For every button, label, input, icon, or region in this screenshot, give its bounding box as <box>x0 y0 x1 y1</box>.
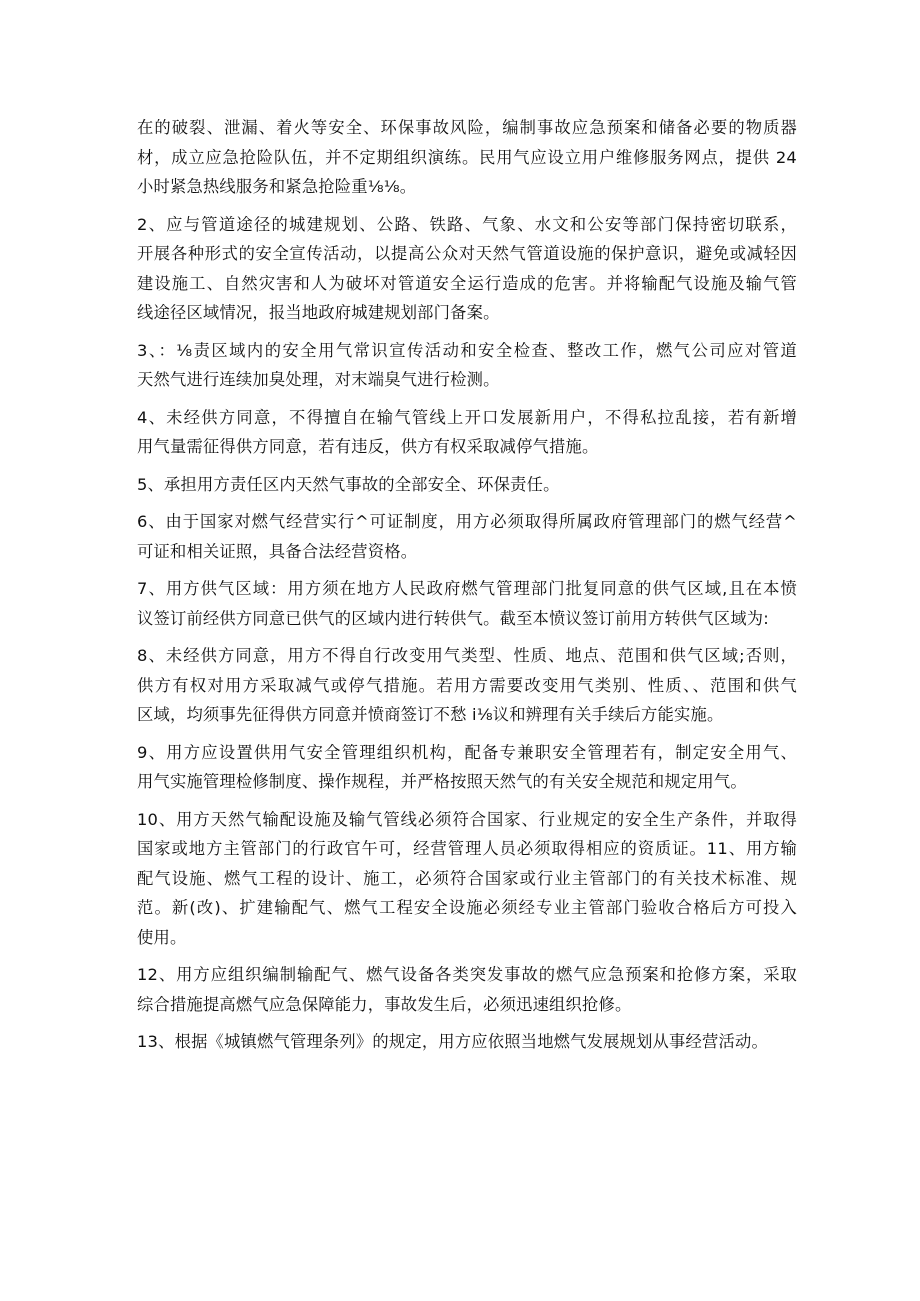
text-line: 9、用方应设置供用气安全管理组织机构，配备专兼职安全管理若有，制定安全用气、 <box>137 742 797 762</box>
text-line: 6、由于国家对燃气经营实行^可证制度，用方必须取得所属政府管理部门的燃气经营^ <box>137 512 797 531</box>
text-line: 配气设施、燃气工程的设计、施工，必须符合国家或行业主管部门的有关技术标准、规 <box>137 868 797 888</box>
text-line: 8、未经供方同意，用方不得自行改变用气类型、性质、地点、范围和供气区域;否则， <box>137 646 797 665</box>
text-line: 区域，均须事先征得供方同意并愤商签订不愁 i⅛议和辨理有关手续后方能实施。 <box>137 705 724 724</box>
text-line: 13、根据《城镇燃气管理条列》的规定，用方应依照当地燃气发展规划从事经营活动。 <box>137 1032 768 1051</box>
text-line: 4、未经供方同意，不得擅自在输气管线上开口发展新用户，不得私拉乱接，若有新增 <box>137 407 797 427</box>
text-line: 范。新(改)、扩建输配气、燃气工程安全设施必须经专业主管部门验收合格后方可投入 <box>137 898 797 917</box>
text-line: 材，成立应急抢险队伍，并不定期组织演练。民用气应设立用户维修服务网点，提供 24 <box>137 147 797 167</box>
paragraph-item-12 <box>137 960 797 1019</box>
text-line: 供方有权对用方采取减气或停气措施。若用方需要改变用气类别、性质、、范围和供气 <box>137 675 797 695</box>
text-line: 线途径区域情况，报当地政府城建规划部门备案。 <box>137 303 500 322</box>
text-line: 用气实施管理检修制度、操作规程，并严格按照天然气的有关安全规范和规定用气。 <box>137 772 747 791</box>
text-line: 可证和相关证照，具备合法经营资格。 <box>137 541 418 561</box>
text-line: 使用。 <box>137 927 187 947</box>
paragraph-item-10-11 <box>137 805 797 953</box>
text-line: 5、承担用方责任区内天然气事故的全部安全、环保责任。 <box>137 474 560 494</box>
text-line: 在的破裂、泄漏、着火等安全、环保事故风险，编制事故应急预案和储备必要的物质器 <box>137 118 797 137</box>
text-line: 小时紧急热线服务和紧急抢险重⅛⅛。 <box>137 177 417 196</box>
text-line: 用气量需征得供方同意，若有违反，供方有权采取减停气措施。 <box>137 437 599 456</box>
text-line: 国家或地方主管部门的行政官午可，经营管理人员必须取得相应的资质证。11、用方输 <box>137 839 797 858</box>
paragraph-item-6 <box>137 507 797 566</box>
text-line: 天然气进行连续加臭处理，对末端臭气进行检测。 <box>137 370 500 389</box>
text-line: 2、应与管道途径的城建规划、公路、铁路、气象、水文和公安等部门保持密切联系， <box>137 214 797 234</box>
paragraph-item-9 <box>137 738 797 797</box>
document-page <box>137 113 797 1065</box>
paragraph-item-13 <box>137 1027 797 1057</box>
paragraph-item-2 <box>137 210 797 328</box>
paragraph-item-8 <box>137 641 797 730</box>
paragraph-item-3 <box>137 336 797 395</box>
paragraph-item-5 <box>137 470 797 500</box>
text-line: 7、用方供气区域：用方须在地方人民政府燃气管理部门批复同意的供气区域,且在本愤 <box>137 579 797 598</box>
text-line: 开展各种形式的安全宣传活动，以提高公众对天然气管道设施的保护意识，避免或减轻因 <box>137 244 797 263</box>
text-line: 10、用方天然气输配设施及输气管线必须符合国家、行业规定的安全生产条件，并取得 <box>137 809 797 829</box>
text-line: 3、：⅛责区域内的安全用气常识宣传活动和安全检查、整改工作，燃气公司应对管道 <box>137 340 797 360</box>
text-line: 建设施工、自然灾害和人为破坏对管道安全运行造成的危害。并将输配气设施及输气管 <box>137 273 797 293</box>
paragraph-item-7 <box>137 574 797 633</box>
text-line: 议签订前经供方同意已供气的区域内进行转供气。截至本愤议签订前用方转供气区域为: <box>137 608 769 628</box>
paragraph-continuation <box>137 113 797 202</box>
text-line: 12、用方应组织编制输配气、燃气设备各类突发事故的燃气应急预案和抢修方案，采取 <box>137 965 797 984</box>
text-line: 综合措施提高燃气应急保障能力，事故发生后，必须迅速组织抢修。 <box>137 994 632 1014</box>
paragraph-item-4 <box>137 403 797 462</box>
